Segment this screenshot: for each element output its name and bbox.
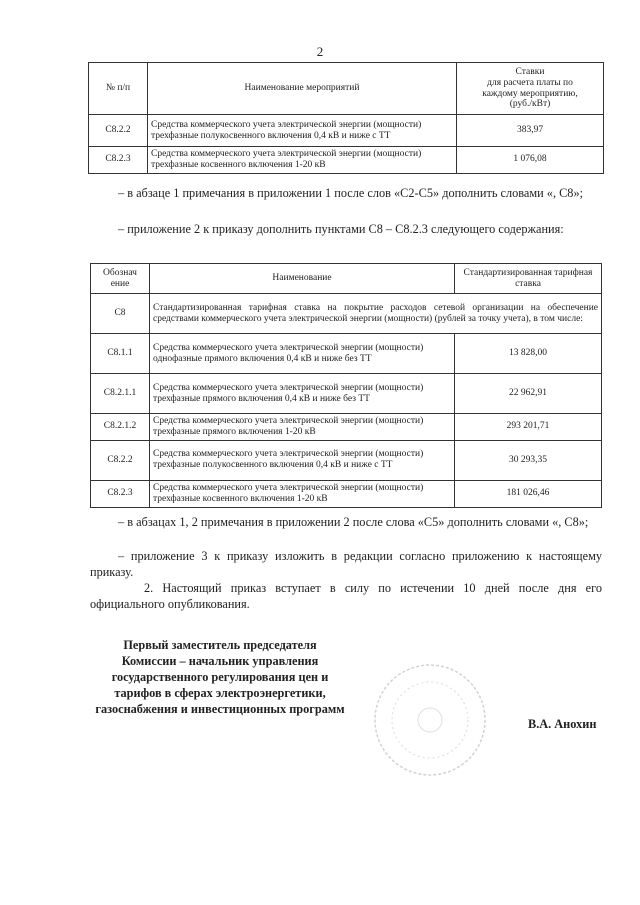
- row-value: 293 201,71: [455, 414, 602, 441]
- header-name: Наименование: [150, 264, 455, 294]
- row-code: С8.1.1: [91, 334, 150, 374]
- row-name: Средства коммерческого учета электрической энергии (мощности) трехфазные полукосвенного включения 0,4 кВ и ниже с ТТ: [148, 115, 457, 147]
- signatory-position: Первый заместитель председателя Комиссии – начальник управления государственного регулирования цен и тарифов в сферах электроэнергетики, газоснабжения и инвестиционных программ: [95, 638, 345, 716]
- table-row: [89, 115, 604, 147]
- row-code: С8.2.2: [89, 115, 148, 147]
- signatory-name: В.А. Анохин: [528, 717, 597, 731]
- header-rates: Ставки для расчета платы по каждому мероприятию, (руб./кВт): [457, 63, 604, 115]
- rates-table: [88, 62, 604, 174]
- header-number: № п/п: [89, 63, 148, 115]
- table-row: [91, 440, 602, 480]
- row-code: С8.2.2: [91, 440, 150, 480]
- row-name: Средства коммерческого учета электрической энергии (мощности) трехфазные косвенного включения 1-20 кВ: [148, 147, 457, 174]
- row-name: Стандартизированная тарифная ставка на покрытие расходов сетевой организации на обеспечение средствами коммерческого учета электрической энергии (мощности) (рублей за точку учета), в том числе:: [150, 294, 602, 334]
- header-designation: Обознач ение: [91, 264, 150, 294]
- table-row: [91, 374, 602, 414]
- table-header-row: [89, 63, 604, 115]
- paragraph-amend-appendix2-notes: – в абзацах 1, 2 примечания в приложении 2 после слова «С5» дополнить словами «, С8»;: [118, 515, 589, 529]
- table-row: [91, 294, 602, 334]
- paragraph-appendix3: – приложение 3 к приказу изложить в редакции согласно приложению к настоящему приказу.: [90, 549, 602, 579]
- row-name: Средства коммерческого учета электрической энергии (мощности) трехфазные прямого включения 1-20 кВ: [150, 414, 455, 441]
- row-name: Средства коммерческого учета электрической энергии (мощности) трехфазные косвенного включения 1-20 кВ: [150, 480, 455, 507]
- row-name: Средства коммерческого учета электрической энергии (мощности) трехфазные прямого включения 0,4 кВ и ниже без ТТ: [150, 374, 455, 414]
- row-code: С8.2.3: [91, 480, 150, 507]
- row-code: С8.2.1.2: [91, 414, 150, 441]
- row-value: 30 293,35: [455, 440, 602, 480]
- table-header-row: [91, 264, 602, 294]
- row-name: Средства коммерческого учета электрической энергии (мощности) трехфазные полукосвенного включения 0,4 кВ и ниже с ТТ: [150, 440, 455, 480]
- standardized-rates-table: [90, 263, 602, 508]
- row-value: 22 962,91: [455, 374, 602, 414]
- table-row: [91, 414, 602, 441]
- row-value: 383,97: [457, 115, 604, 147]
- seal-stamp: [360, 655, 500, 785]
- row-code: С8.2.3: [89, 147, 148, 174]
- table-row: [91, 334, 602, 374]
- table-row: [91, 480, 602, 507]
- paragraph-effective-date: 2. Настоящий приказ вступает в силу по истечении 10 дней после дня его официального опубликования.: [90, 581, 602, 611]
- row-name: Средства коммерческого учета электрической энергии (мощности) однофазные прямого включения 0,4 кВ и ниже без ТТ: [150, 334, 455, 374]
- table-row: [89, 147, 604, 174]
- header-standard-rate: Стандартизированная тарифная ставка: [455, 264, 602, 294]
- page-number: 2: [316, 44, 324, 59]
- row-value: 181 026,46: [455, 480, 602, 507]
- row-code: С8.2.1.1: [91, 374, 150, 414]
- paragraph-amend-appendix1: – в абзаце 1 примечания в приложении 1 после слов «С2-С5» дополнить словами «, С8»;: [118, 186, 584, 200]
- row-value: 1 076,08: [457, 147, 604, 174]
- paragraph-amend-appendix2: – приложение 2 к приказу дополнить пунктами С8 – С8.2.3 следующего содержания:: [118, 222, 564, 236]
- row-code: С8: [91, 294, 150, 334]
- header-name: Наименование мероприятий: [148, 63, 457, 115]
- row-value: 13 828,00: [455, 334, 602, 374]
